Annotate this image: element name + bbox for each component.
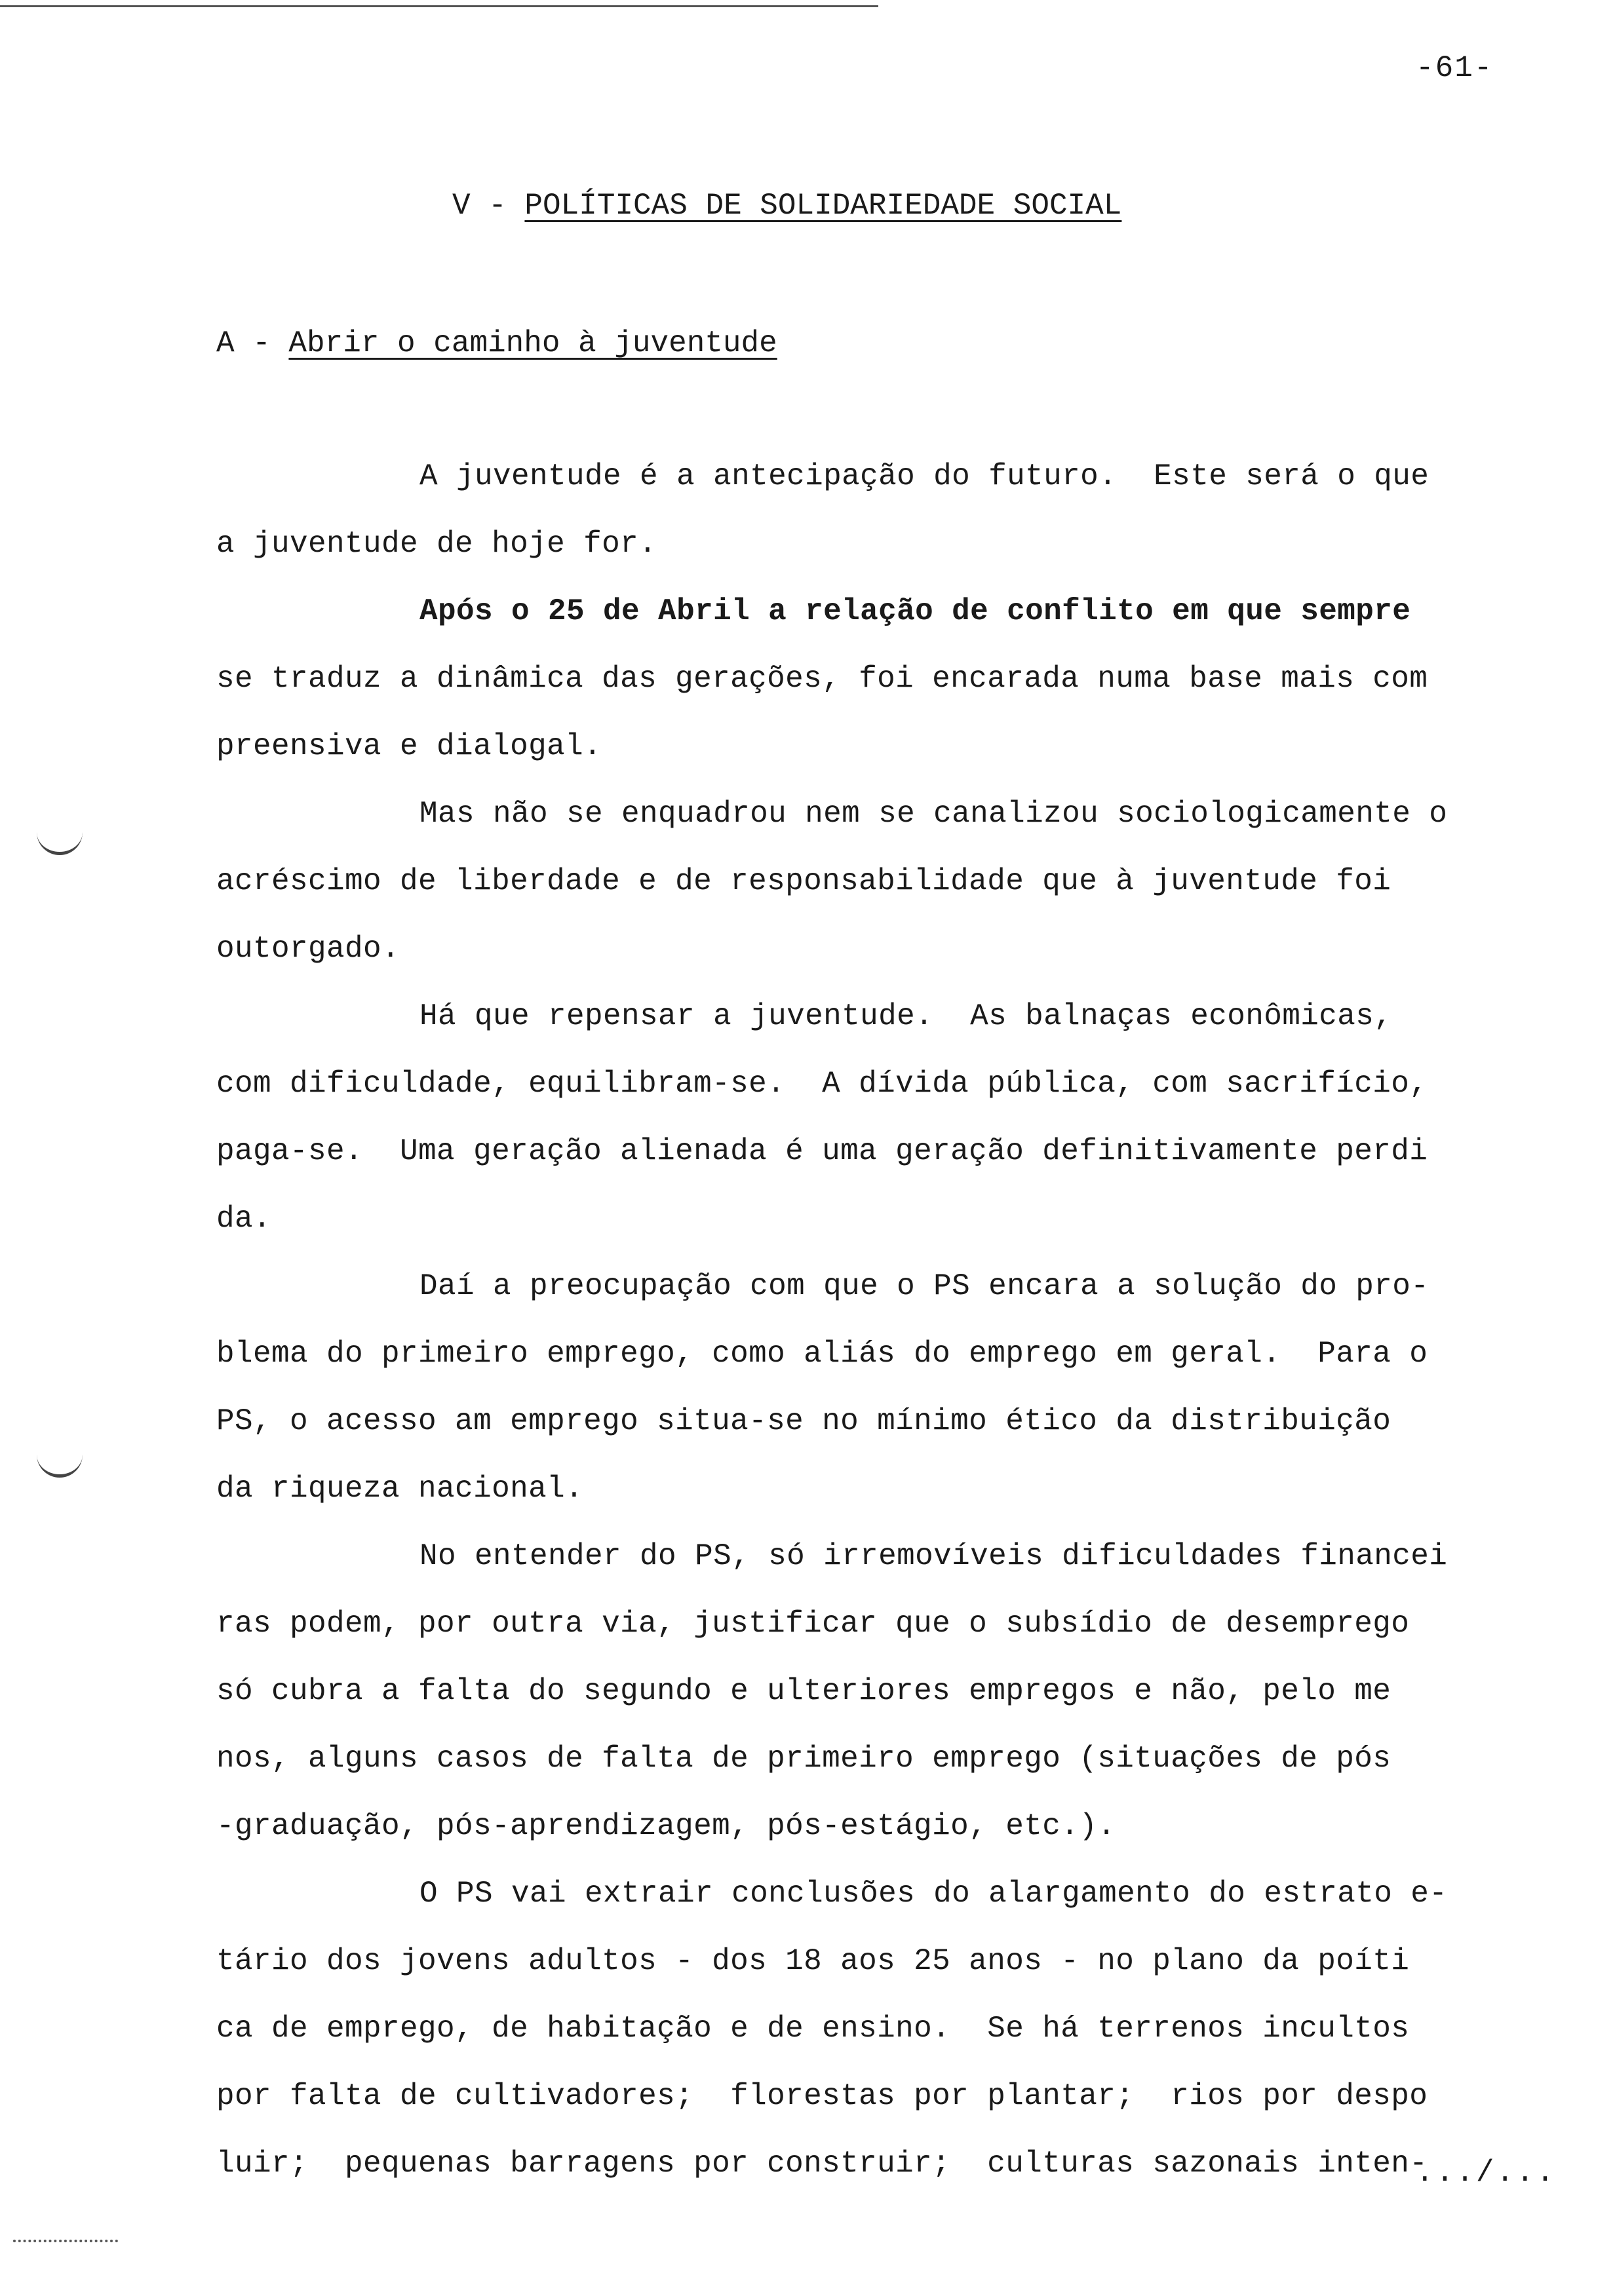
text-line: paga-se. Uma geração alienada é uma geração definitivamente perdi: [216, 1134, 1428, 1168]
body-text: [216, 443, 1540, 2198]
continuation-mark: .../...: [1416, 2156, 1557, 2190]
chapter-title-prefix: V -: [452, 189, 525, 223]
chapter-title: [452, 189, 1121, 223]
text-line: preensiva e dialogal.: [216, 729, 602, 763]
text-line: Mas não se enquadrou nem se canalizou sociologicamente o: [419, 797, 1448, 831]
text-line: tário dos jovens adultos - dos 18 aos 25 anos - no plano da poíti: [216, 1944, 1410, 1978]
text-line: -graduação, pós-aprendizagem, pós-estágio, etc.).: [216, 1809, 1116, 1843]
text-line: ca de emprego, de habitação e de ensino. Se há terrenos incultos: [216, 2012, 1410, 2046]
section-title: [216, 326, 777, 360]
punch-hole-mark: [37, 832, 83, 855]
text-line: a juventude de hoje for.: [216, 527, 657, 561]
punch-hole-mark: [37, 1455, 83, 1478]
text-line: luir; pequenas barragens por construir; culturas sazonais inten-: [216, 2147, 1428, 2181]
text-line: Daí a preocupação com que o PS encara a solução do pro-: [419, 1269, 1430, 1303]
text-line: só cubra a falta do segundo e ulteriores empregos e não, pelo me: [216, 1674, 1391, 1708]
top-rule: [0, 5, 878, 7]
text-line: com dificuldade, equilibram-se. A dívida pública, com sacrifício,: [216, 1067, 1428, 1101]
text-line: O PS vai extrair conclusões do alargamento do estrato e-: [419, 1877, 1448, 1911]
text-line: A juventude é a antecipação do futuro. Este será o que: [419, 459, 1430, 493]
text-line: Após o 25 de Abril a relação de conflito em que sempre: [419, 594, 1411, 628]
text-line: ras podem, por outra via, justificar que o subsídio de desemprego: [216, 1607, 1410, 1641]
section-title-prefix: A -: [216, 326, 289, 360]
text-line: PS, o acesso am emprego situa-se no mínimo ético da distribuição: [216, 1404, 1391, 1438]
text-line: Há que repensar a juventude. As balnaças econômicas,: [419, 999, 1393, 1033]
text-line: nos, alguns casos de falta de primeiro emprego (situações de pós: [216, 1742, 1391, 1776]
text-line: No entender do PS, só irremovíveis dificuldades financei: [419, 1539, 1448, 1573]
page-number: -61-: [1416, 51, 1494, 85]
scan-artifact: [13, 2240, 118, 2244]
text-line: da riqueza nacional.: [216, 1472, 584, 1506]
text-line: por falta de cultivadores; florestas por plantar; rios por despo: [216, 2079, 1428, 2113]
text-line: se traduz a dinâmica das gerações, foi encarada numa base mais com: [216, 662, 1428, 696]
text-line: da.: [216, 1202, 272, 1236]
chapter-title-text: POLÍTICAS DE SOLIDARIEDADE SOCIAL: [524, 189, 1122, 223]
section-title-text: Abrir o caminho à juventude: [288, 326, 777, 360]
text-line: acréscimo de liberdade e de responsabilidade que à juventude foi: [216, 864, 1391, 898]
text-line: blema do primeiro emprego, como aliás do emprego em geral. Para o: [216, 1337, 1428, 1371]
text-line: outorgado.: [216, 932, 400, 966]
